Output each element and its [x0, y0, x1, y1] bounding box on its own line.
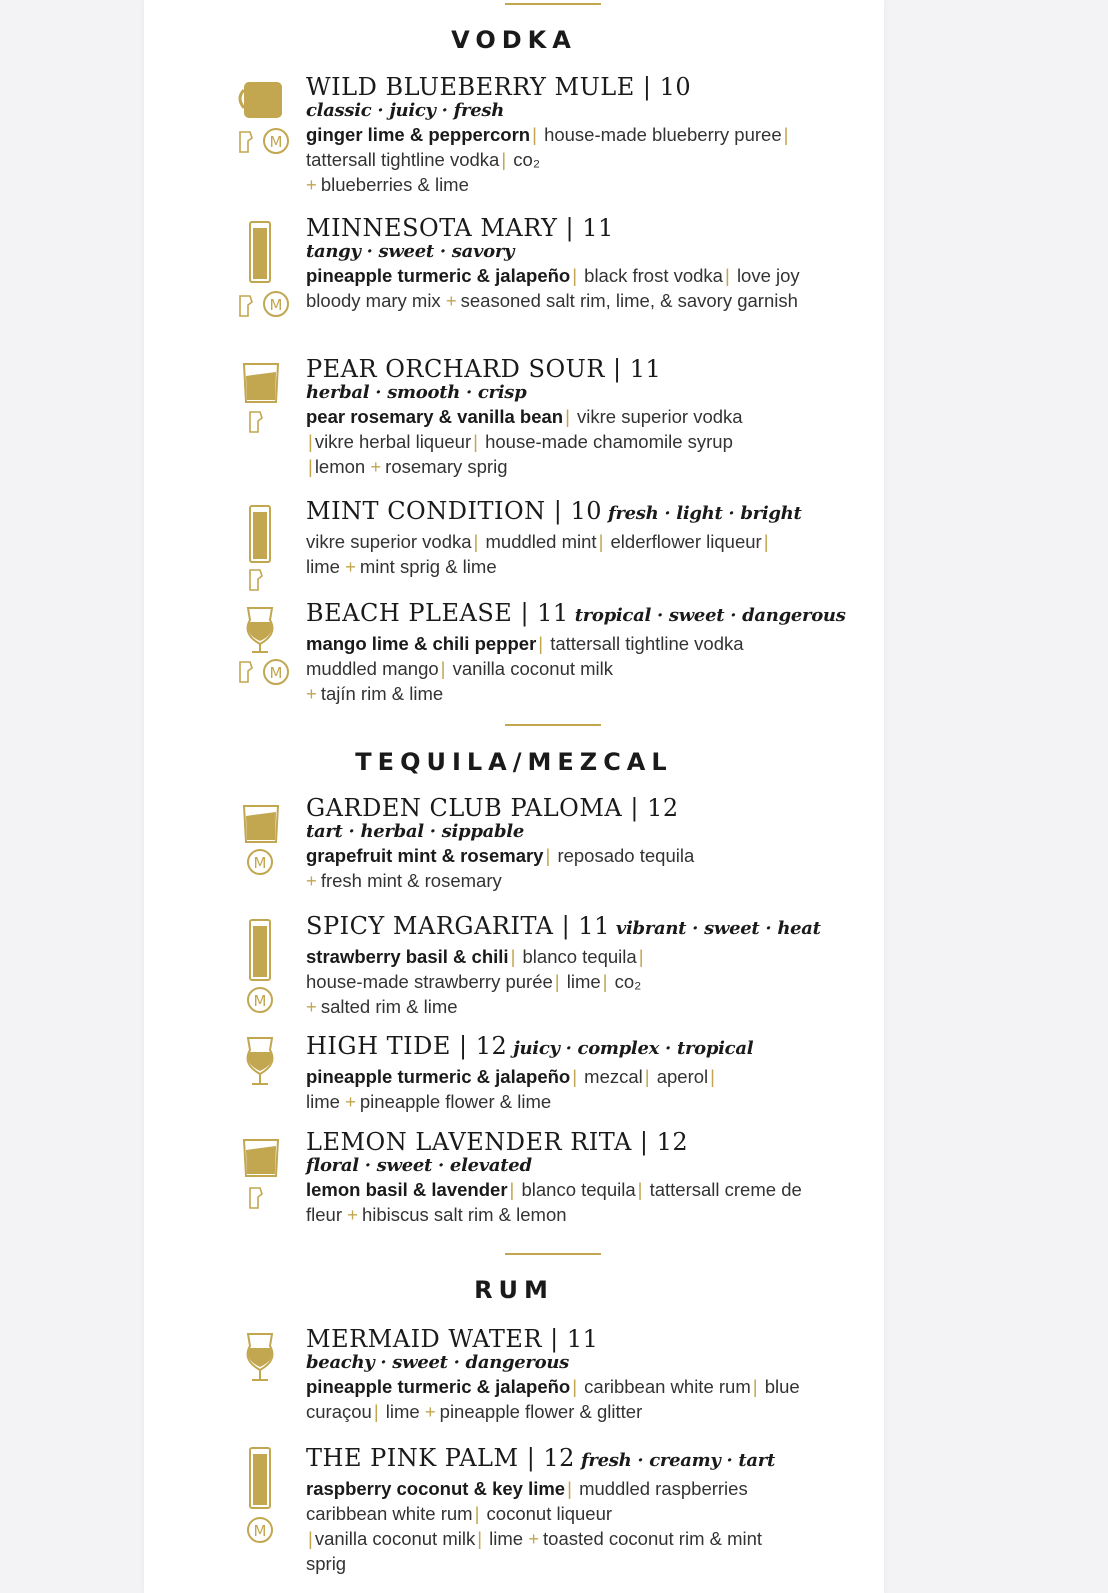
- item-ingredient: co₂: [513, 149, 541, 170]
- item-flavor: pear rosemary & vanilla bean: [306, 406, 564, 427]
- menu-item-wild-blueberry-mule: [306, 72, 806, 197]
- item-ingredient: co₂: [614, 971, 642, 992]
- item-ingredient: reposado tequila: [557, 845, 695, 866]
- item-ingredient: muddled raspberries caribbean white rum: [306, 1478, 748, 1524]
- collins-glass-icon: [236, 1446, 296, 1546]
- item-flavor: pineapple turmeric & jalapeño: [306, 265, 571, 286]
- item-ingredient: blanco tequila: [521, 1179, 636, 1200]
- item-description: strawberry basil & chili | blanco tequila | house-made strawberry purée | lime | co₂ + salted rim & lime: [306, 946, 644, 1017]
- item-flavor: grapefruit mint & rosemary: [306, 845, 544, 866]
- item-icons: [236, 218, 296, 318]
- item-garnish: pineapple flower & lime: [359, 1091, 552, 1112]
- item-ingredient: mezcal: [584, 1066, 643, 1087]
- item-ingredient: coconut liqueur: [486, 1503, 613, 1524]
- menu-item-high-tide: [306, 1031, 806, 1114]
- item-garnish: hibiscus salt rim & lemon: [361, 1204, 567, 1225]
- item-ingredient: lime: [306, 556, 340, 577]
- item-ingredient: lime: [489, 1528, 524, 1549]
- menu-item-pear-orchard-sour: [306, 354, 806, 479]
- item-ingredient: house-made strawberry purée: [306, 971, 553, 992]
- section-title-tequila-mezcal: TEQUILA/MEZCAL: [355, 748, 673, 776]
- svg-text:M: M: [269, 133, 283, 151]
- hurricane-glass-icon: [236, 1332, 296, 1392]
- item-description: pineapple turmeric & jalapeño | mezcal | aperol | lime + pineapple flower & lime: [306, 1066, 715, 1112]
- item-icons: [236, 1446, 296, 1546]
- item-flavor: lemon basil & lavender: [306, 1179, 508, 1200]
- item-ingredient: blue curaçou: [306, 1376, 800, 1422]
- item-description: pear rosemary & vanilla bean | vikre superior vodka | vikre herbal liqueur | house-made chamomile syrup | lemon + rosemary sprig: [306, 406, 743, 477]
- collins-glass-icon: [236, 504, 296, 594]
- section-title-vodka: VODKA: [451, 26, 577, 54]
- item-ingredient: lime: [385, 1401, 420, 1422]
- item-description: pineapple turmeric & jalapeño | black frost vodka | love joy bloody mary mix + seasoned salt rim, lime, & savory garnish: [306, 265, 800, 311]
- rocks-glass-icon: [236, 1136, 296, 1216]
- item-description: mango lime & chili pepper | tattersall tightline vodka muddled mango | vanilla coconut milk + tajín rim & lime: [306, 633, 744, 704]
- mule-mug-icon: [236, 78, 296, 158]
- item-tagline: juicy · complex · tropical: [513, 1038, 754, 1059]
- item-description: raspberry coconut & key lime | muddled raspberries caribbean white rum | coconut liqueur | vanilla coconut milk | lime + toasted coconut rim & mint sprig: [306, 1478, 763, 1574]
- item-flavor: pineapple turmeric & jalapeño: [306, 1066, 571, 1087]
- item-icons: [236, 1136, 296, 1216]
- item-icons: [236, 606, 296, 696]
- item-tagline: tropical · sweet · dangerous: [574, 605, 846, 626]
- menu-item-lemon-lavender-rita: [306, 1127, 806, 1227]
- item-flavor: ginger lime & peppercorn: [306, 124, 531, 145]
- item-icons: [236, 78, 296, 158]
- item-ingredient: tattersall creme de fleur: [306, 1179, 802, 1225]
- item-ingredient: vikre herbal liqueur: [314, 431, 472, 452]
- item-ingredient: elderflower liqueur: [610, 531, 762, 552]
- menu-item-minnesota-mary: [306, 213, 806, 313]
- item-tagline: vibrant · sweet · heat: [615, 918, 821, 939]
- svg-text:M: M: [269, 296, 283, 314]
- item-name: [306, 1443, 806, 1476]
- item-name-text: MINT CONDITION | 10: [306, 497, 602, 525]
- item-name-text: THE PINK PALM | 12: [306, 1444, 575, 1472]
- item-description: grapefruit mint & rosemary | reposado tequila + fresh mint & rosemary: [306, 845, 695, 891]
- item-icons: [236, 918, 296, 1018]
- collins-glass-icon: [236, 918, 296, 1018]
- menu-item-beach-please: [306, 598, 846, 706]
- menu-item-spicy-margarita: [306, 911, 821, 1019]
- item-name: MERMAID WATER | 11: [306, 1325, 599, 1353]
- item-flavor: pineapple turmeric & jalapeño: [306, 1376, 571, 1397]
- item-flavor: raspberry coconut & key lime: [306, 1478, 566, 1499]
- svg-text:M: M: [253, 992, 267, 1010]
- item-garnish: salted rim & lime: [320, 996, 458, 1017]
- item-ingredient: black frost vodka: [584, 265, 723, 286]
- item-garnish: blueberries & lime: [320, 174, 469, 195]
- svg-text:M: M: [269, 664, 283, 682]
- item-ingredient: house-made chamomile syrup: [485, 431, 733, 452]
- item-ingredient: love joy bloody mary mix: [306, 265, 800, 311]
- item-name: [306, 1031, 806, 1064]
- item-garnish: fresh mint & rosemary: [320, 870, 502, 891]
- item-ingredient: lime: [566, 971, 601, 992]
- item-name: WILD BLUEBERRY MULE | 10: [306, 73, 692, 101]
- item-name-text: HIGH TIDE | 12: [306, 1032, 508, 1060]
- section-divider: [505, 3, 601, 5]
- item-ingredient: caribbean white rum: [584, 1376, 751, 1397]
- item-ingredient: vikre superior vodka: [577, 406, 743, 427]
- svg-text:M: M: [253, 854, 267, 872]
- item-description: lemon basil & lavender | blanco tequila | tattersall creme de fleur + hibiscus salt rim & lemon: [306, 1179, 802, 1225]
- section-divider: [505, 724, 601, 726]
- item-icons: [236, 1036, 296, 1096]
- item-ingredient: muddled mango: [306, 658, 439, 679]
- section-title-rum: RUM: [474, 1276, 554, 1304]
- item-name-text: BEACH PLEASE | 11: [306, 599, 569, 627]
- item-tagline: floral · sweet · elevated: [306, 1155, 532, 1176]
- collins-glass-icon: [236, 218, 296, 318]
- item-name: [306, 496, 806, 529]
- item-garnish: pineapple flower & glitter: [439, 1401, 643, 1422]
- item-ingredient: lime: [306, 1091, 340, 1112]
- item-description: ginger lime & peppercorn | house-made blueberry puree | tattersall tightline vodka | co₂ + blueberries & lime: [306, 124, 789, 195]
- hurricane-glass-icon: [236, 1036, 296, 1096]
- item-name: [306, 911, 821, 944]
- rocks-glass-icon: [236, 360, 296, 440]
- item-ingredient: lemon: [314, 456, 366, 477]
- item-ingredient: vikre superior vodka: [306, 531, 472, 552]
- item-flavor: strawberry basil & chili: [306, 946, 509, 967]
- item-name-text: SPICY MARGARITA | 11: [306, 912, 610, 940]
- item-ingredient: aperol: [656, 1066, 709, 1087]
- item-ingredient: blanco tequila: [522, 946, 637, 967]
- svg-text:M: M: [253, 1522, 267, 1540]
- item-tagline: herbal · smooth · crisp: [306, 382, 527, 403]
- item-tagline: fresh · creamy · tart: [580, 1450, 775, 1471]
- item-ingredient: house-made blueberry puree: [544, 124, 782, 145]
- item-ingredient: vanilla coconut milk: [314, 1528, 476, 1549]
- item-flavor: mango lime & chili pepper: [306, 633, 537, 654]
- menu-item-the-pink-palm: [306, 1443, 806, 1576]
- item-garnish: toasted coconut rim & mint sprig: [306, 1528, 763, 1574]
- item-ingredient: tattersall tightline vodka: [306, 149, 500, 170]
- item-ingredient: tattersall tightline vodka: [550, 633, 744, 654]
- hurricane-glass-icon: [236, 606, 296, 696]
- item-name: LEMON LAVENDER RITA | 12: [306, 1128, 689, 1156]
- item-garnish: tajín rim & lime: [320, 683, 444, 704]
- item-icons: [236, 802, 296, 882]
- menu-item-garden-club-paloma: [306, 793, 806, 893]
- rocks-glass-icon: [236, 802, 296, 882]
- item-ingredient: vanilla coconut milk: [452, 658, 614, 679]
- item-tagline: tangy · sweet · savory: [306, 241, 515, 262]
- item-tagline: classic · juicy · fresh: [306, 100, 504, 121]
- item-name: PEAR ORCHARD SOUR | 11: [306, 355, 662, 383]
- item-name: GARDEN CLUB PALOMA | 12: [306, 794, 679, 822]
- item-description: vikre superior vodka | muddled mint | elderflower liqueur | lime + mint sprig & lime: [306, 531, 769, 577]
- item-icons: [236, 360, 296, 440]
- item-name: [306, 598, 846, 631]
- item-tagline: beachy · sweet · dangerous: [306, 1352, 569, 1373]
- menu-item-mermaid-water: [306, 1324, 806, 1424]
- item-garnish: seasoned salt rim, lime, & savory garnish: [460, 290, 798, 311]
- item-garnish: mint sprig & lime: [359, 556, 497, 577]
- item-garnish: rosemary sprig: [385, 456, 508, 477]
- item-name: MINNESOTA MARY | 11: [306, 214, 614, 242]
- item-ingredient: muddled mint: [485, 531, 597, 552]
- menu-item-mint-condition: [306, 496, 806, 579]
- item-icons: [236, 1332, 296, 1392]
- section-divider: [505, 1253, 601, 1255]
- item-tagline: fresh · light · bright: [608, 503, 802, 524]
- item-icons: [236, 504, 296, 594]
- item-description: pineapple turmeric & jalapeño | caribbean white rum | blue curaçou | lime + pineapple flower & glitter: [306, 1376, 800, 1422]
- item-tagline: tart · herbal · sippable: [306, 821, 524, 842]
